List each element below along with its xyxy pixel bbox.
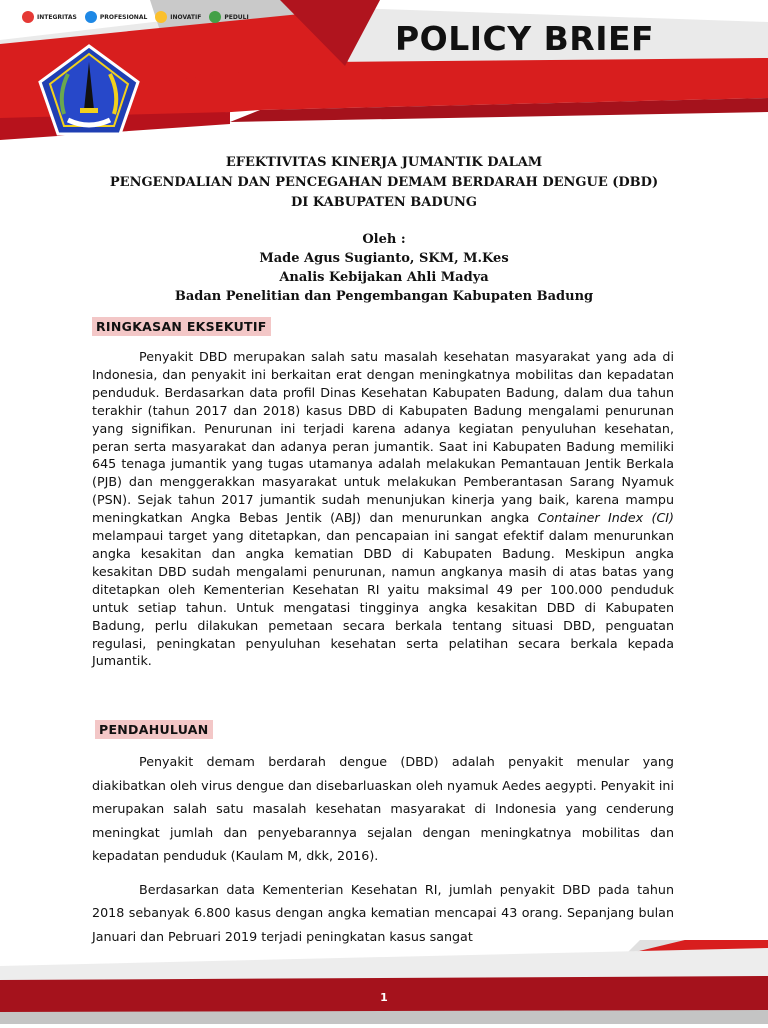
footer-banner [0, 940, 768, 1024]
value-peduli: PEDULI [209, 11, 248, 23]
document-title: EFEKTIVITAS KINERJA JUMANTIK DALAM PENGENDALIAN DAN PENCEGAHAN DEMAM BERDARAH DENGUE (DBD) DI KABUPATEN BADUNG [109, 155, 659, 210]
policy-brief-title: POLICY BRIEF [395, 19, 655, 58]
intro-paragraph: Berdasarkan data Kementerian Kesehatan RI, jumlah penyakit DBD pada tahun 2018 sebanyak 6.800 kasus dengan angka kematian mencapai 43 orang. Sepanjang bulan Januari dan Pebruari 2019 terjadi peningkatan kasus sangat [92, 881, 674, 944]
core-values [22, 11, 249, 23]
professional-icon [85, 11, 97, 23]
section-heading-intro: PENDAHULUAN [95, 720, 213, 739]
author-block [70, 230, 698, 306]
regency-emblem-icon [38, 44, 140, 136]
byline-oleh: Oleh : [362, 232, 406, 247]
footer-graphic [0, 940, 768, 1024]
author-institution: Badan Penelitian dan Pengembangan Kabupaten Badung [174, 289, 594, 304]
integrity-icon [22, 11, 34, 23]
care-icon [209, 11, 221, 23]
value-profesional: PROFESIONAL [85, 11, 147, 23]
intro-paragraph: Penyakit demam berdarah dengue (DBD) adalah penyakit menular yang diakibatkan oleh virus dengue dan disebarluaskan oleh nyamuk Aedes aegypti. Penyakit ini merupakan salah satu masalah kesehatan masyarakat di Indonesia yang cenderung meningkat jumlah dan penyebarannya sejalan dengan meningkatnya mobilitas dan kepadatan penduduk (Kaulam M, dkk, 2016). [92, 754, 674, 863]
author-name: Made Agus Sugianto, SKM, M.Kes [259, 251, 509, 266]
innovation-icon [155, 11, 167, 23]
value-inovatif: INOVATIF [155, 11, 201, 23]
summary-paragraph: Penyakit DBD merupakan salah satu masalah kesehatan masyarakat yang ada di Indonesia, dan penyakit ini berkaitan erat dengan meningkatnya mobilitas dan kepadatan penduduk. Berdasarkan data profil Dinas Kesehatan Kabupaten Badung, dalam dua tahun terakhir (tahun 2017 dan 2018) kasus DBD di Kabupaten Badung mengalami penurunan yang signifikan. Penurunan ini terjadi karena adanya kegiatan penyuluhan kesehatan, peran serta masyarakat dan adanya peran jumantik. Saat ini Kabupaten Badung memiliki 645 tenaga jumantik yang tugas utamanya adalah melakukan Pemantauan Jentik Berkala (PJB) dan menggerakkan masyarakat untuk melakukan Pemberantasan Sarang Nyamuk (PSN). Sejak tahun 2017 jumantik sudah menunjukan kinerja yang baik, karena mampu meningkatkan Angka Bebas Jentik (ABJ) dan menurunkan angka Container Index (CI) melampaui target yang ditetapkan, dan pencapaian ini sangat efektif dalam menurunkan angka kesakitan dan angka kematian DBD di Kabupaten Badung. Meskipun angka kesakitan DBD sudah mengalami penurunan, namun angkanya masih di atas batas yang ditetapkan oleh Kementerian Kesehatan RI yaitu maksimal 49 per 100.000 penduduk untuk setiap tahun. Untuk mengatasi tingginya angka kesakitan DBD di Kabupaten Badung, perlu dilakukan pemetaan secara berkala tentang situasi DBD, penguatan regulasi, peningkatan penyuluhan kesehatan serta pelatihan secara berkala kepada Jumantik. [92, 349, 674, 669]
intro-text [92, 750, 674, 948]
value-integritas: INTEGRITAS [22, 11, 77, 23]
author-position: Analis Kebijakan Ahli Madya [279, 270, 489, 285]
section-heading-summary: RINGKASAN EKSEKUTIF [92, 317, 271, 336]
page-number: 1 [380, 991, 388, 1004]
